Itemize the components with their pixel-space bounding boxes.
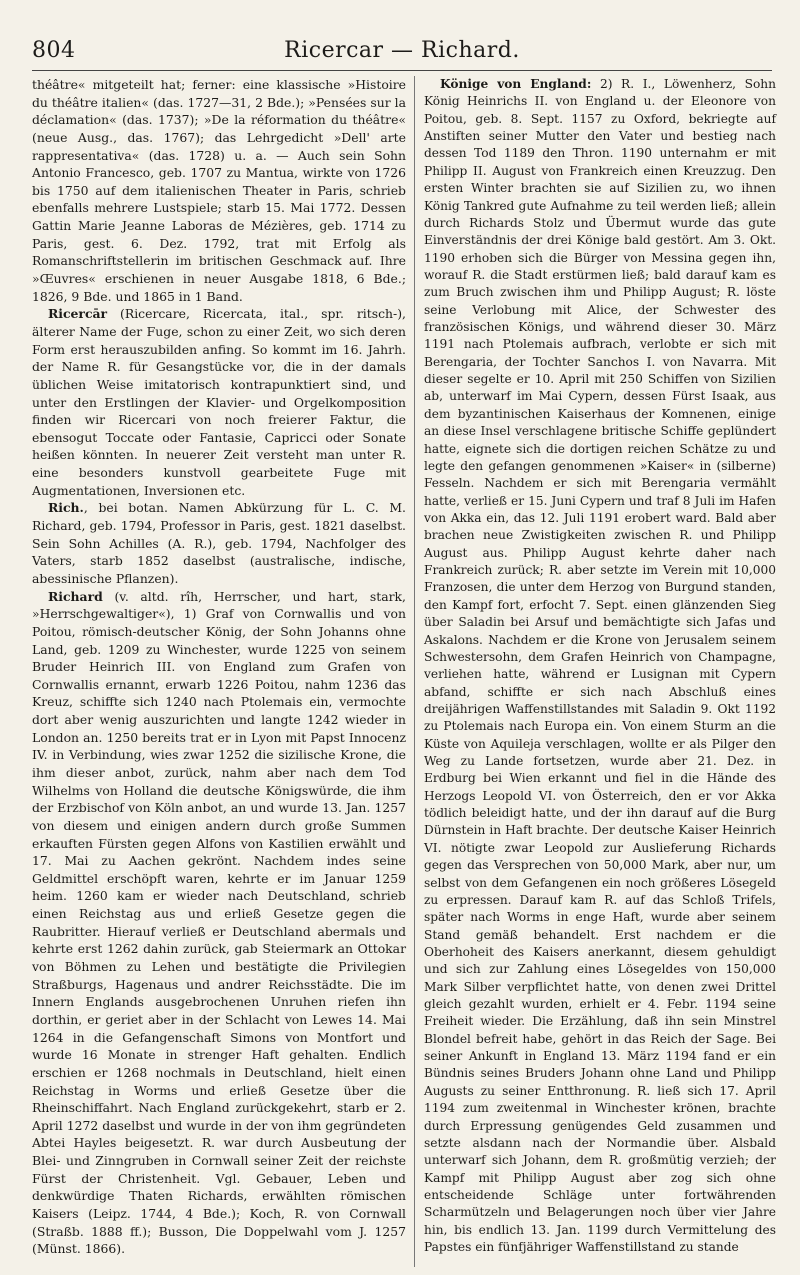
section-heading: Könige von England: <box>440 77 592 91</box>
entry-richard <box>32 588 406 1258</box>
page-header <box>32 38 772 68</box>
entry-continuation: théâtre« mitgeteilt hat; ferner: eine klassische »Histoire du théâtre italien« (das. 1727—31, 2 Bde.); »Pensées sur la déclamation« (das. 1737); »De la réformation du théâtre« (neue Ausg., das. 1767); das Lehrgedicht »Dell' arte rappresentativa« (das. 1728) u. a. — Auch sein Sohn Antonio Francesco, geb. 1707 zu Mantua, wirkte von 1726 bis 1750 auf dem italienischen Theater in Paris, schrieb ebenfalls mehrere Lustspiele; starb 15. Mai 1772. Dessen Gattin Marie Jeanne Laboras de Mézières, geb. 1714 zu Paris, gest. 6. Dez. 1792, trat mit Erfolg als Romanschriftstellerin im britischen Geschmack auf. Ihre »Œuvres« erschienen in neuer Ausgabe 1818, 6 Bde.; 1826, 9 Bde. und 1865 in 1 Band. <box>32 77 406 304</box>
entry-text-ricercar: (Ricercare, Ricercata, ital., spr. ritsch-), älterer Name der Fuge, schon zu einer Zeit, wo sich deren Form erst herauszubilden anfing. So kommt im 16. Jahrh. der Name R. für Gesangstücke vor, die in der damals üblichen Weise imitatorisch kontrapunktiert sind, und unter den Erstlingen der Klavier- und Orgelkomposition finden wir Ricercari von noch freierer Faktur, die ebensogut Toccate oder Fantasie, Capricci oder Sonate heißen könnten. In neuerer Zeit versteht man unter R. eine besonders kunstvoll gearbeitete Fuge mit Augmentationen, Inversionen etc. <box>32 306 406 498</box>
left-column <box>32 76 406 1267</box>
entry-text-rich: , bei botan. Namen Abkürzung für L. C. M. Richard, geb. 1794, Professor in Paris, gest. 1821 daselbst. Sein Sohn Achilles (A. R.), geb. 1794, Nachfolger des Vaters, starb 1852 daselbst (australische, indische, abessinische Pflanzen). <box>32 500 406 586</box>
entry-text-richard-lionheart: 2) R. I., Löwenherz, Sohn König Heinrichs II. von England u. der Eleonore von Poitou, geb. 8. Sept. 1157 zu Oxford, bekriegte auf Anstiften seiner Mutter den Vater und bestieg nach dessen Tod 1189 den Thron. 1190 unternahm er mit Philipp II. August von Frankreich einen Kreuzzug. Den ersten Winter brachten sie auf Sizilien zu, wo ihnen König Tankred gute Aufnahme zu teil werden ließ; allein durch Richards Stolz und Übermut wurde das gute Einverständnis der drei Könige bald gestört. Am 3. Okt. 1190 erhoben sich die Bürger von Messina gegen ihn, worauf R. die Stadt erstürmen ließ; bald darauf kam es zum Bruch zwischen ihm und Philipp August; R. löste seine Verlobung mit Alice, der Schwester des französischen Königs, und während dieser 30. März 1191 nach Ptolemais aufbrach, verlobte er sich mit Berengaria, der Tochter Sanchos I. von Navarra. Mit dieser segelte er 10. April mit 250 Schiffen von Sizilien ab, unterwarf im Mai Cypern, dessen Fürst Isaak, aus dem byzantinischen Kaiserhaus der Komnenen, einige an diese Insel verschlagene britische Schiffe geplündert hatte, eignete sich die dortigen reichen Schätze zu und legte den gefangen genommenen »Kaiser« in (silberne) Fesseln. Nachdem er sich mit Berengaria vermählt hatte, verließ er 15. Juni Cypern und traf 8 Juli im Hafen von Akka ein, das 12. Juli 1191 erobert ward. Bald aber brachen neue Zwistigkeiten zwischen R. und Philipp August aus. Philipp August kehrte daher nach Frankreich zurück; R. aber setzte im Verein mit 10,000 Franzosen, die unter dem Herzog von Burgund standen, den Kampf fort, erfocht 7. Sept. einen glänzenden Sieg über Saladin bei Arsuf und bemächtigte sich Jafas und Askalons. Nachdem er die Krone von Jerusalem seinem Schwestersohn, dem Grafen Heinrich von Champagne, verliehen hatte, während er Lusignan mit Cypern abfand, schiffte er sich nach Abschluß eines dreijährigen Waffenstillstandes mit Saladin 9. Okt 1192 zu Ptolemais nach Europa ein. Von einem Sturm an die Küste von Aquileja verschlagen, wollte er als Pilger den Weg zu Lande fortsetzen, wurde aber 21. Dez. in Erdburg bei Wien erkannt und fiel in die Hände des Herzogs Leopold VI. von Österreich, den er vor Akka tödlich beleidigt hatte, und der ihn darauf auf die Burg Dürnstein in Haft brachte. Der deutsche Kaiser Heinrich VI. nötigte zwar Leopold zur Auslieferung Richards gegen das Versprechen von 50,000 Mark, aber nur, um selbst von dem Gefangenen ein noch größeres Lösegeld zu erpressen. Darauf kam R. auf das Schloß Trifels, später nach Worms in enge Haft, wurde aber seinem Stand gemäß behandelt. Erst nachdem er die Oberhoheit des Kaisers anerkannt, diesem gehuldigt und sich zur Zahlung eines Lösegeldes von 150,000 Mark Silber verpflichtet hatte, von denen zwei Drittel gleich gezahlt wurden, erhielt er 4. Febr. 1194 seine Freiheit wieder. Die Erzählung, daß ihn sein Minstrel Blondel befreit habe, gehört in das Reich der Sage. Bei seiner Ankunft in England 13. März 1194 fand er ein Bündnis seines Bruders Johann ohne Land und Philipp Augusts zu seiner Entthronung. R. ließ sich 17. April 1194 zum zweitenmal in Winchester krönen, brachte durch Erpressung genügendes Geld zusammen und setzte alsdann nach der Normandie über. Alsbald unterwarf sich Johann, dem R. großmütig verzieh; der Kampf mit Philipp August aber zog sich ohne entscheidende Schläge unter fortwährenden Scharmützeln und Belagerungen noch über vier Jahre hin, bis endlich 13. Jan. 1199 durch Vermittelung des Papstes ein fünfjähriger Waffenstillstand zu stande <box>424 77 776 1255</box>
headword-rich: Rich. <box>48 500 84 516</box>
right-column <box>424 76 776 1267</box>
entry-text-richard: (v. altd. rîh, Herrscher, und hart, stark, »Herrschgewaltiger«), 1) Graf von Cornwallis und von Poitou, römisch-deutscher König, der Sohn Johanns ohne Land, geb. 1209 zu Winchester, wurde 1225 von seinem Bruder Heinrich III. von England zum Grafen von Cornwallis ernannt, erwarb 1226 Poitou, nahm 1236 das Kreuz, schiffte sich 1240 nach Ptolemais ein, vermochte dort aber wenig auszurichten und langte 1242 wieder in London an. 1250 bereits trat er in Lyon mit Papst Innocenz IV. in Verbindung, wies zwar 1252 die sizilische Krone, die ihm dieser anbot, zurück, nahm aber nach dem Tod Wilhelms von Holland die deutsche Königswürde, die ihm der Erzbischof von Köln anbot, an und wurde 13. Jan. 1257 von diesem und einigen andern durch große Summen erkauften Fürsten gegen Alfons von Kastilien erwählt und 17. Mai zu Aachen gekrönt. Nachdem indes seine Geldmittel erschöpft waren, kehrte er im Januar 1259 heim. 1260 kam er wieder nach Deutschland, schrieb einen Reichstag aus und erließ Gesetze gegen die Raubritter. Hierauf verließ er Deutschland abermals und kehrte erst 1262 dahin zurück, gab Steiermark an Ottokar von Böhmen zu Lehen und bestätigte die Privilegien Straßburgs, Hagenaus und andrer Reichsstädte. Die im Innern Englands ausgebrochenen Unruhen riefen ihn dorthin, er geriet aber in der Schlacht von Lewes 14. Mai 1264 in die Gefangenschaft Simons von Montfort und wurde 16 Monate in strenger Haft gehalten. Endlich erschien er 1268 nochmals in Deutschland, hielt einen Reichstag in Worms und erließ Gesetze über die Rheinschiffahrt. Nach England zurückgekehrt, starb er 2. April 1272 daselbst und wurde in der von ihm gegründeten Abtei Hayles beigesetzt. R. war durch Ausbeutung der Blei- und Zinngruben in Cornwall seiner Zeit der reichste Fürst der Christenheit. Vgl. Gebauer, Leben und denkwürdige Thaten Richards, erwählten römischen Kaisers (Leipz. 1744, 4 Bde.); Koch, R. von Cornwall (Straßb. 1888 ff.); Busson, Die Doppelwahl vom J. 1257 (Münst. 1866). <box>32 588 406 1257</box>
headword-ricercar: Ricercār <box>48 306 108 322</box>
header-rule <box>32 70 772 71</box>
entry-rich <box>32 499 406 587</box>
running-head: Ricercar — Richard. <box>284 38 520 63</box>
page-number: 804 <box>32 38 76 63</box>
headword-richard: Richard <box>48 588 103 604</box>
column-divider <box>414 76 415 1267</box>
entry-kings-of-england <box>424 76 776 1256</box>
entry-ricercar <box>32 305 406 499</box>
